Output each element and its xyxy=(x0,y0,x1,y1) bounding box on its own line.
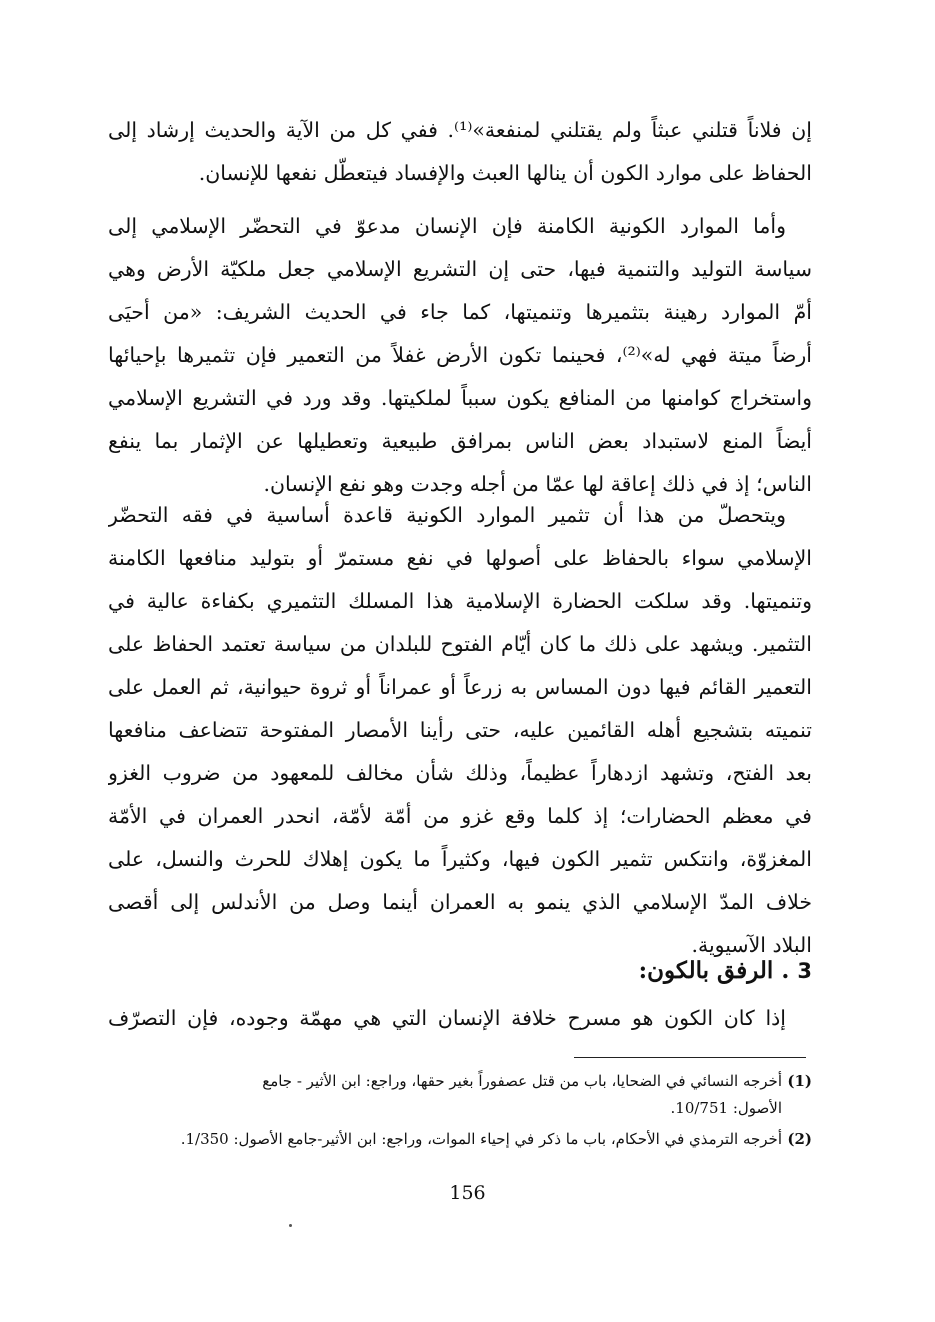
body-line: واستخراج كوامنها من المنافع يكون سبباً لملكيتها. وقد ورد في التشريع الإسلامي xyxy=(108,386,812,410)
footnote-1 xyxy=(108,1068,812,1095)
body-line: ويتحصلّ من هذا أن تثمير الموارد الكونية قاعدة أساسية في فقه التحضّر xyxy=(108,503,786,527)
body-line: أمّ الموارد رهينة بتثميرها وتنميتها، كما جاء في الحديث الشريف: «من أحيَى xyxy=(108,300,812,324)
body-line: وأما الموارد الكونية الكامنة فإن الإنسان مدعوّ في التحضّر الإسلامي إلى xyxy=(108,214,786,238)
footnote-text: الأصول: 10/751. xyxy=(670,1099,782,1117)
body-line: بعد الفتح، وتشهد ازدهاراً عظيماً، وذلك شأن مخالف للمعهود من ضروب الغزو xyxy=(108,761,812,785)
footnote-text: أخرجه النسائي في الضحايا، باب من قتل عصفوراً بغير حقها، وراجع: ابن الأثير - جامع xyxy=(262,1072,782,1090)
body-line: أيضاً المنع لاستبداد بعض الناس بمرافق طبيعية وتعطيلها عن الإثمار بما ينفع xyxy=(108,429,812,453)
body-line: الناس؛ إذ في ذلك إعاقة لها عمّا من أجله وجدت وهو نفع الإنسان. xyxy=(263,472,812,496)
body-line: في معظم الحضارات؛ إذ كلما وقع غزو من أمّة لأمّة، انحدر العمران في الأمّة xyxy=(108,804,812,828)
section-title: الرفق بالكون: xyxy=(638,957,774,984)
body-line: البلاد الآسيوية. xyxy=(691,933,812,957)
footnote-2 xyxy=(108,1126,812,1153)
body-line: تنميته بتشجيع أهله القائمين عليه، حتى رأينا الأمصار المفتوحة تتضاعف منافعها xyxy=(108,718,812,742)
section-heading xyxy=(108,948,812,994)
paragraph-3 xyxy=(108,494,812,967)
section-number-separator: . xyxy=(781,957,790,984)
footnotes xyxy=(108,1068,812,1153)
footnote-separator xyxy=(574,1057,806,1058)
body-line: الإسلامي سواء بالحفاظ على أصولها في نفع مستمرّ أو بتوليد منافعها الكامنة xyxy=(108,546,812,570)
body-line: المغزوّة، وانتكس تثمير الكون فيها، وكثيراً ما يكون إهلاك للحرث والنسل، على xyxy=(108,847,812,871)
body-line: التثمير. ويشهد على ذلك ما كان أيّام الفتوح للبلدان من سياسة تعتمد الحفاظ على xyxy=(108,632,812,656)
footnote-marker: (2) xyxy=(787,1130,812,1148)
paragraph-1 xyxy=(108,109,812,195)
paragraph-2 xyxy=(108,205,812,506)
footnote-text: أخرجه الترمذي في الأحكام، باب ما ذكر في إحياء الموات، وراجع: ابن الأثير-جامع الأصول: 1/350. xyxy=(180,1130,782,1148)
footnote-marker: (1) xyxy=(787,1072,812,1090)
body-line: إن فلاناً قتلني عبثاً ولم يقتلني لمنفعة»⁽¹⁾. ففي كل من الآية والحديث إرشاد إلى xyxy=(108,118,812,142)
body-line: إذا كان الكون هو مسرح خلافة الإنسان التي هي مهمّة وجوده، فإن التصرّف xyxy=(108,1006,786,1030)
page-number: 156 xyxy=(449,1182,486,1204)
body-line: خلاف المدّ الإسلامي الذي ينمو به العمران أينما وصل من الأندلس إلى أقصى xyxy=(108,890,812,914)
footnote-1-continuation xyxy=(108,1095,812,1122)
scan-speck xyxy=(289,1224,292,1227)
body-line: سياسة التوليد والتنمية فيها، حتى إن التشريع الإسلامي جعل ملكيّة الأرض وهي xyxy=(108,257,812,281)
body-line: وتنميتها. وقد سلكت الحضارة الإسلامية هذا المسلك التثميري بكفاءة عالية في xyxy=(108,589,812,613)
paragraph-4 xyxy=(108,997,812,1040)
body-line: التعمير القائم فيها دون المساس به زرعاً أو عمراناً أو ثروة حيوانية، ثم العمل على xyxy=(108,675,812,699)
section-number: 3 xyxy=(797,959,812,983)
body-line: الحفاظ على موارد الكون أن ينالها العبث والإفساد فيتعطّل نفعها للإنسان. xyxy=(198,161,812,185)
body-line: أرضاً ميتة فهي له»⁽²⁾، فحينما تكون الأرض غفلاً من التعمير فإن تثميرها بإحيائها xyxy=(108,343,812,367)
